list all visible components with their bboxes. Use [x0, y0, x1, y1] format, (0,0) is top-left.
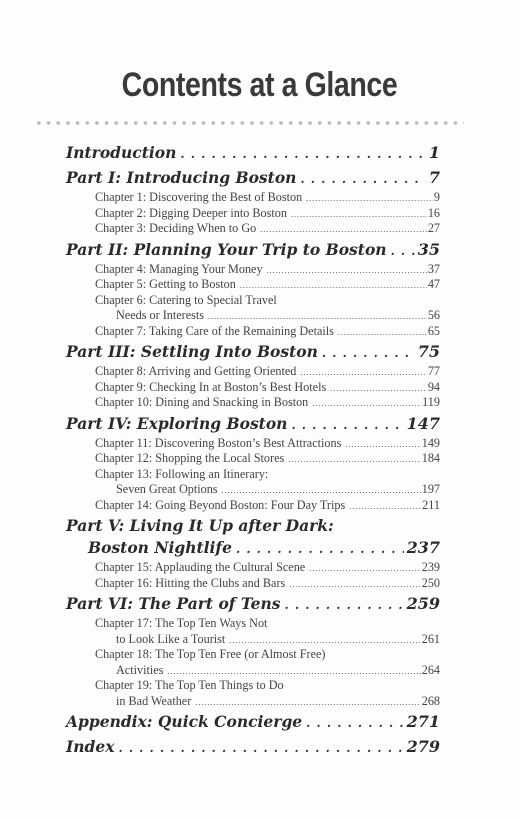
entry-title: Chapter 10: Dining and Snacking in Boston: [95, 395, 309, 409]
page-number: 47: [427, 277, 440, 291]
entry-title: Chapter 8: Arriving and Getting Oriented: [95, 364, 297, 378]
dotted-divider: [34, 120, 464, 126]
page-number: 35: [417, 239, 440, 259]
dot-leader: [334, 328, 427, 337]
dot-leader: [302, 194, 433, 203]
page-number: 184: [421, 451, 440, 465]
page-number: 261: [421, 631, 440, 646]
page-number: 1: [428, 143, 440, 162]
page-number: 16: [427, 205, 440, 220]
entry-title: Chapter 11: Discovering Boston’s Best Attractions: [95, 435, 342, 450]
page-number: 27: [427, 221, 440, 235]
page-number: 268: [421, 693, 440, 708]
toc-chapter-entry[interactable]: Chapter 19: The Top Ten Things to Do: [95, 678, 284, 692]
dot-leader: [302, 716, 403, 730]
page-number: 147: [406, 413, 440, 433]
toc-chapter-entry[interactable]: [66, 262, 440, 278]
page-number: 56: [427, 308, 440, 322]
entry-title: Part VI: The Part of Tens: [66, 594, 281, 613]
toc-part-entry[interactable]: [66, 240, 440, 262]
toc-chapter-entry[interactable]: [66, 380, 440, 396]
dot-leader: [284, 455, 421, 464]
page-number: 239: [421, 560, 440, 574]
toc-chapter-entry[interactable]: [66, 364, 440, 380]
toc-chapter-entry-continued[interactable]: [66, 482, 440, 498]
dot-leader: [232, 542, 404, 556]
toc-chapter-entry[interactable]: [66, 436, 440, 452]
dot-leader: [296, 368, 426, 377]
entry-title: Chapter 4: Managing Your Money: [95, 261, 263, 276]
toc-chapter-entry[interactable]: Chapter 6: Catering to Special Travel: [95, 292, 277, 307]
page-number: 264: [421, 662, 440, 677]
dot-leader: [225, 636, 420, 645]
toc-part-entry[interactable]: [66, 168, 440, 190]
entry-title: Part II: Planning Your Trip to Boston: [66, 239, 387, 259]
dot-leader: [318, 346, 415, 360]
toc-part-entry[interactable]: [66, 414, 440, 436]
toc-chapter-entry[interactable]: [66, 206, 440, 222]
dot-leader: [256, 225, 427, 234]
page-number: 250: [421, 575, 440, 590]
entry-title: Chapter 9: Checking In at Boston’s Best Hotels: [95, 379, 327, 394]
dot-leader: [163, 667, 420, 676]
toc-chapter-entry[interactable]: Chapter 13: Following an Itinerary:: [95, 466, 269, 481]
toc-chapter-entry-continued[interactable]: [66, 308, 440, 324]
page-number: 65: [427, 323, 440, 338]
entry-title: Chapter 2: Digging Deeper into Boston: [95, 205, 287, 220]
toc-part-entry[interactable]: [66, 737, 440, 759]
page-number: 77: [427, 364, 440, 378]
toc-chapter-entry[interactable]: [66, 560, 440, 576]
toc-part-entry[interactable]: [66, 342, 440, 364]
page-number: 279: [406, 737, 440, 756]
page-number: 197: [421, 482, 440, 496]
dot-leader: [341, 440, 420, 449]
entry-title: Needs or Interests: [116, 308, 204, 322]
page-number: 271: [406, 712, 440, 731]
dot-leader: [345, 502, 421, 511]
toc-chapter-entry-continued[interactable]: [66, 663, 440, 679]
entry-title: to Look Like a Tourist: [116, 631, 226, 646]
entry-title: Index: [66, 737, 115, 756]
toc-chapter-entry-continued[interactable]: [66, 632, 440, 648]
page-number: 37: [427, 261, 440, 276]
page-number: 94: [427, 379, 440, 394]
dot-leader: [326, 384, 427, 393]
toc-chapter-entry[interactable]: [66, 221, 440, 237]
page-title: Contents at a Glance: [121, 66, 398, 104]
toc-part-entry[interactable]: [66, 712, 440, 734]
dot-leader: [176, 147, 425, 161]
entry-title: Chapter 5: Getting to Boston: [95, 277, 236, 291]
toc-chapter-entry[interactable]: [66, 576, 440, 592]
toc-chapter-entry[interactable]: [66, 277, 440, 293]
entry-title: Introduction: [66, 143, 177, 162]
dot-leader: [305, 564, 421, 573]
toc-chapter-entry[interactable]: [66, 498, 440, 514]
dot-leader: [387, 244, 415, 258]
dot-leader: [287, 210, 427, 219]
page-number: 259: [406, 594, 440, 613]
dot-leader: [280, 598, 403, 612]
dot-leader: [204, 312, 427, 321]
toc-chapter-entry-continued[interactable]: [66, 694, 440, 710]
page-number: 237: [406, 538, 440, 557]
toc-part-entry[interactable]: [66, 594, 440, 616]
dot-leader: [191, 698, 420, 707]
dot-leader: [287, 418, 403, 432]
toc-chapter-entry[interactable]: [66, 395, 440, 411]
page-number: 7: [428, 168, 440, 187]
dot-leader: [114, 741, 403, 755]
page-number: 75: [417, 342, 440, 361]
page-number: 119: [422, 395, 440, 409]
entry-title: Part IV: Exploring Boston: [66, 413, 288, 433]
entry-title: Chapter 3: Deciding When to Go: [95, 221, 257, 235]
toc-chapter-entry[interactable]: [66, 451, 440, 467]
dot-leader: [308, 399, 421, 408]
toc-chapter-entry[interactable]: Chapter 18: The Top Ten Free (or Almost Free): [95, 647, 326, 661]
toc-chapter-entry[interactable]: [66, 324, 440, 340]
entry-title: Chapter 14: Going Beyond Boston: Four Day Trips: [95, 497, 346, 512]
entry-title: Chapter 1: Discovering the Best of Boston: [95, 190, 303, 204]
entry-title: Seven Great Options: [116, 482, 218, 496]
entry-title: Part V: Living It Up after Dark:: [66, 516, 334, 535]
toc-part-entry-continued[interactable]: [66, 538, 440, 560]
page-number: 211: [422, 497, 440, 512]
entry-title: Activities: [116, 662, 164, 677]
toc-chapter-entry[interactable]: Chapter 17: The Top Ten Ways Not: [95, 616, 268, 630]
dot-leader: [296, 172, 425, 186]
dot-leader: [285, 580, 420, 589]
toc-part-entry[interactable]: [66, 516, 440, 538]
entry-title: Chapter 12: Shopping the Local Stores: [95, 451, 285, 465]
table-of-contents: [66, 140, 440, 759]
entry-title: in Bad Weather: [116, 693, 192, 708]
dot-leader: [236, 281, 427, 290]
dot-leader: [218, 486, 421, 495]
entry-title: Part III: Settling Into Boston: [66, 342, 318, 361]
page-number: 9: [433, 190, 440, 204]
toc-part-entry[interactable]: [66, 143, 440, 165]
toc-chapter-entry[interactable]: [66, 190, 440, 206]
entry-title: Boston Nightlife: [88, 538, 232, 557]
page-number: 149: [421, 435, 440, 450]
entry-title: Chapter 7: Taking Care of the Remaining Details: [95, 323, 334, 338]
entry-title: Part I: Introducing Boston: [66, 168, 297, 187]
entry-title: Chapter 16: Hitting the Clubs and Bars: [95, 575, 286, 590]
entry-title: Chapter 15: Applauding the Cultural Scene: [95, 560, 306, 574]
dot-leader: [263, 266, 427, 275]
entry-title: Appendix: Quick Concierge: [66, 712, 303, 731]
